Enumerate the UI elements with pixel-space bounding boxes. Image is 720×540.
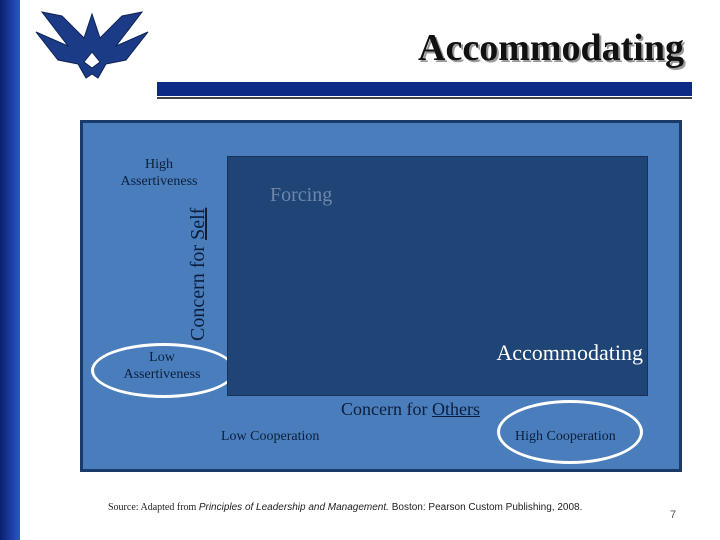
low-assertiveness-line2: Assertiveness <box>123 367 201 382</box>
x-axis-prefix: Concern for <box>341 399 432 419</box>
concern-for-others-axis-label <box>341 399 480 420</box>
source-book-title: Principles of Leadership and Management. <box>198 502 389 513</box>
y-axis-prefix: Concern for <box>187 239 209 341</box>
low-assertiveness-line1: Low <box>149 350 175 365</box>
source-publisher: Boston: Pearson Custom Publishing, 2008. <box>388 502 583 513</box>
conflict-style-diagram <box>80 120 682 472</box>
high-assertiveness-line2: Assertiveness <box>120 174 198 189</box>
high-assertiveness-line1: High <box>145 157 173 172</box>
forcing-style-label: Forcing <box>270 184 333 206</box>
high-assertiveness-label <box>109 156 209 190</box>
title-divider-line <box>157 97 692 99</box>
source-prefix: Source: Adapted from <box>108 502 199 513</box>
y-axis-emphasis: Self <box>187 207 209 240</box>
concern-for-self-axis-label <box>187 208 210 341</box>
left-accent-bar <box>0 0 20 540</box>
air-force-wings-logo-icon <box>28 4 156 100</box>
accommodating-style-label: Accommodating <box>496 340 643 365</box>
slide-title: Accommodating <box>418 27 684 69</box>
low-assertiveness-label <box>109 349 215 383</box>
high-cooperation-label: High Cooperation <box>515 429 616 444</box>
title-underline-bar <box>157 82 692 96</box>
page-number: 7 <box>670 509 677 521</box>
x-axis-emphasis: Others <box>431 399 480 419</box>
low-cooperation-label: Low Cooperation <box>221 429 320 444</box>
conflict-style-grid <box>227 156 648 396</box>
source-citation <box>108 502 582 513</box>
